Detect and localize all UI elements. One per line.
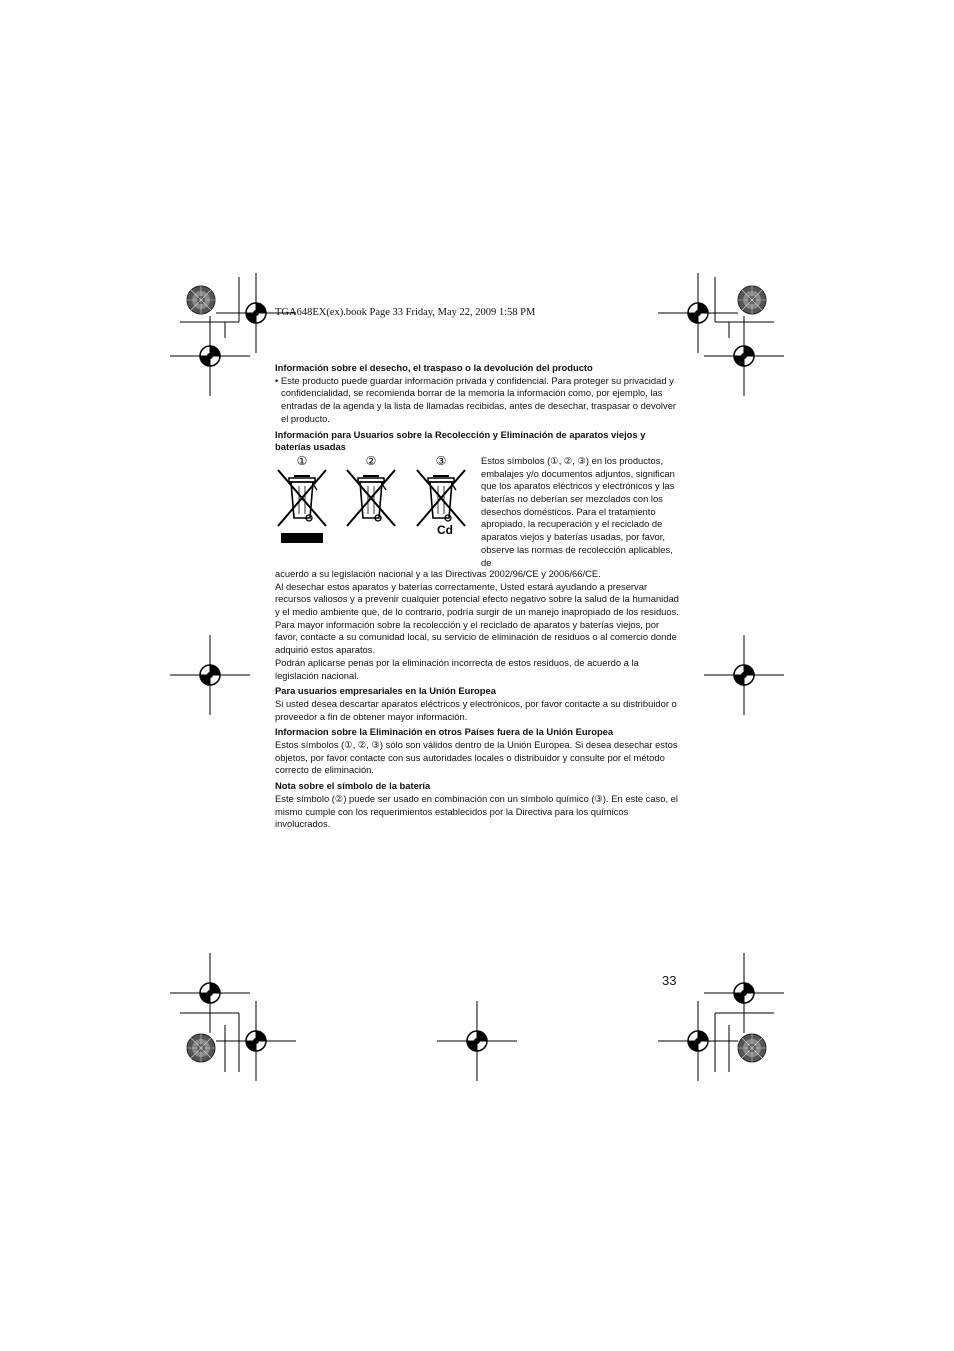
outside-eu-paragraph: Estos símbolos (①, ②, ③) sólo son válidos dentro de la Unión Europea. Si desea desechar estos objetos, por favor contacte con sus autoridades locales o distribuidor y consulte por el método correcto de eliminación. bbox=[275, 739, 678, 776]
collection-heading: Información para Usuarios sobre la Recolección y Eliminación de aparatos viejos y baterías usadas bbox=[275, 428, 646, 453]
collection-paragraph-continuation: acuerdo a su legislación nacional y a las Directivas 2002/96/CE y 2006/66/CE. bbox=[275, 567, 601, 579]
battery-heading: Nota sobre el símbolo de la batería bbox=[275, 780, 431, 792]
cd-chemical-symbol: Cd bbox=[437, 522, 453, 537]
weee-symbols-figure bbox=[275, 455, 475, 568]
registration-cross-icon bbox=[704, 953, 784, 1033]
book-header-line: TGA648EX(ex).book Page 33 Friday, May 22, 2009 1:58 PM bbox=[275, 307, 536, 318]
collection-paragraph-4: Podrán aplicarse penas por la eliminación incorrecta de estos residuos, de acuerdo a la legislación nacional. bbox=[275, 656, 639, 681]
collection-paragraph-2: Al desechar estos aparatos y baterías correctamente, Usted estará ayudando a preservar recursos valiosos y a prevenir cualquier potencial efecto negativo sobre la salud de la humanidad y el medio ambiente que, de lo contrario, podría surgir de un manejo inapropiado de los residuos. bbox=[275, 580, 679, 618]
color-target-icon bbox=[738, 286, 766, 314]
registration-cross-icon bbox=[170, 635, 250, 715]
symbol-figure-row bbox=[275, 455, 679, 568]
privacy-bullet: • Este producto puede guardar información privada y confidencial. Para proteger su privacidad y confidencialidad, se recomienda borrar de la memoria la información como, por ejemplo, las entradas de la agenda y la lista de llamadas recibidas, antes de desechar, traspasar o devolver el producto. bbox=[275, 374, 677, 424]
privacy-heading: Información sobre el desecho, el traspaso o la devolución del producto bbox=[275, 362, 593, 373]
crossed-bin-icon bbox=[417, 470, 465, 526]
color-target-icon bbox=[187, 286, 215, 314]
symbol-label-3: ③ bbox=[435, 454, 447, 468]
business-heading: Para usuarios empresariales en la Unión Europea bbox=[275, 685, 496, 697]
outside-eu-heading: Informacion sobre la Eliminación en otros Países fuera de la Unión Europea bbox=[275, 726, 614, 738]
color-target-icon bbox=[738, 1034, 766, 1062]
color-target-icon bbox=[187, 1034, 215, 1062]
symbols-explanation: Estos símbolos (①, ②, ③) en los productos, embalajes y/o documentos adjuntos, significan que los aparatos eléctricos y electrónicos y las baterías no deberían ser mezclados con los desechos domésticos. Para el tratamiento apropiado, la recuperación y el reciclado de aparatos viejos y baterías usadas, por favor, observe las normas de recolección aplicables, de bbox=[481, 454, 675, 568]
collection-paragraph-3: Para mayor información sobre la recolección y el reciclado de aparatos y baterías viejos, por favor, contacte a su comunidad local, su servicio de eliminación de residuos o al comercio donde adquirió estos aparatos. bbox=[275, 618, 677, 656]
registration-cross-icon bbox=[437, 1001, 517, 1081]
crossed-bin-icon bbox=[347, 470, 395, 526]
page-content bbox=[275, 362, 679, 831]
registration-cross-icon bbox=[658, 273, 738, 353]
crossed-bin-icon bbox=[278, 470, 326, 526]
symbol-label-2: ② bbox=[365, 454, 377, 468]
business-paragraph: Si usted desea descartar aparatos eléctricos y electrónicos, por favor contacte a su distribuidor o proveedor a fin de obtener mayor información. bbox=[275, 697, 677, 722]
registration-cross-icon bbox=[704, 316, 784, 396]
registration-cross-icon bbox=[170, 953, 250, 1033]
battery-paragraph: Este símbolo (②) puede ser usado en combinación con un símbolo químico (③). En este caso, el mismo cumple con los requerimientos establecidos por la Directiva para los químicos involucrados. bbox=[275, 792, 678, 830]
registration-cross-icon bbox=[704, 635, 784, 715]
page-number: 33 bbox=[662, 973, 677, 988]
solid-bar-icon bbox=[281, 533, 323, 543]
registration-cross-icon bbox=[170, 316, 250, 396]
symbol-label-1: ① bbox=[296, 454, 308, 468]
